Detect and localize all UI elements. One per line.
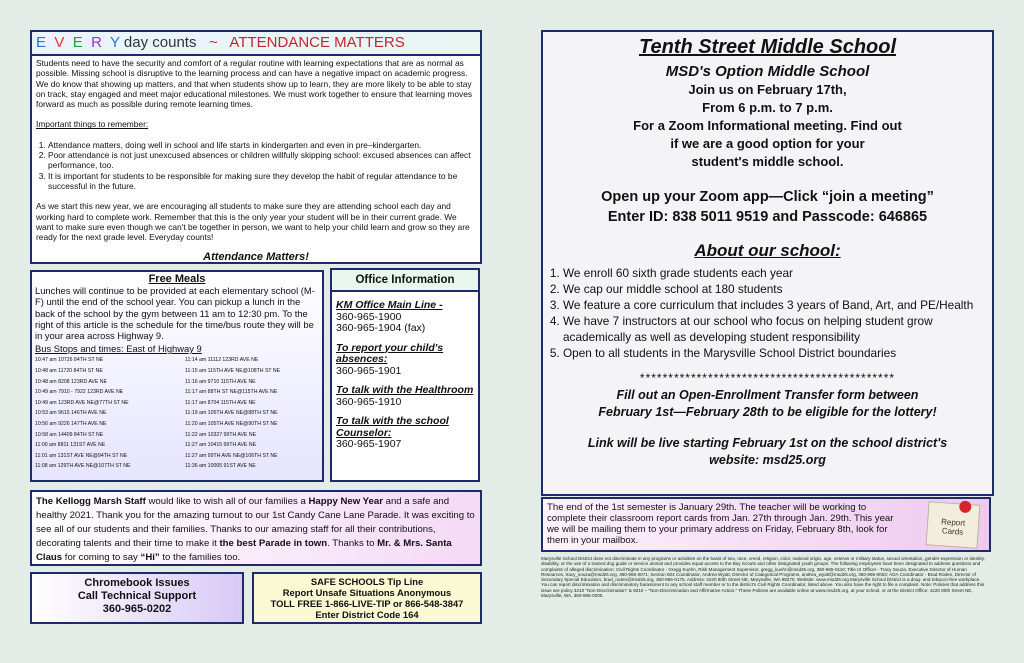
bus-stop: 11:16 am 9710 115TH AVE NE [185,378,256,385]
school-subtitle: MSD's Option Middle School [665,63,870,80]
semester-notice [541,497,991,552]
bus-stop: 11:36 am 10005 91ST AVE NE [185,463,256,470]
happy-new-year: Happy New Year [308,496,383,507]
attendance-closing: As we start this new year, we are encouraging all students to make sure they are attending school each day and working hard to complete work. Remember that this is the only year your student will be in their current grade. We want to make sure even though we can't be together in person, we want to help your child learn and grow so they are ready for the next grade level. Everyday counts! [36,201,470,243]
list-item: 3. It is important for students to be responsible for making sure they develop the habit of regular attendance to be successful in the future. [48,171,476,192]
office-main-heading: KM Office Main Line - [336,299,443,311]
message-text: . Thanks to [327,538,378,549]
attendance-intro: Students need to have the security and comfort of a regular routine with learning expectations that are as normal as possible. Missing school is disruptive to the learning process and can have a negative impact on academic progress. We do know that showing up matters, and that when students show up to learn, they are more likely to be able to stay on track, stay engaged and meet major educational milestones. We must work together to ensure that learning moves forward as much as possible during remote learning times. [36,58,473,110]
safe-schools-box [252,572,482,624]
bus-stop: 11:27 am 99TH AVE NE@106TH ST NE [185,452,278,459]
bus-stops-table [35,355,319,472]
list-item: 2. Poor attendance is not just unexcused absences or children willfully skipping school: excused absences can affect performance, too. [48,150,476,171]
absence-phone: 360-965-1901 [336,364,402,377]
bus-stop: 11:17 am 8704 115TH AVE NE [185,399,256,406]
title-letter: Y [110,34,120,51]
bus-stop: 11:00 am 8811 131ST AVE NE [35,442,106,449]
free-meals-title: Free Meals [148,273,206,285]
title-tilde: ~ [208,34,218,51]
tenth-street-flyer [541,30,994,496]
attendance-title [32,32,480,56]
bus-stops-heading: Bus Stops and times: East of Highway 9 [35,343,202,355]
list-item: 5. Open to all students in the Marysville School District boundaries [563,345,992,361]
school-title: Tenth Street Middle School [638,36,897,58]
remember-list [36,140,476,191]
chromebook-line: Call Technical Support [77,590,197,602]
join-line: Join us on February 17th, [688,82,847,97]
join-line: student's middle school. [691,154,844,169]
title-attendance-matters: ATTENDANCE MATTERS [229,34,405,51]
safe-schools-line: Report Unsafe Situations Anonymous [282,587,452,598]
bus-stop: 11:15 am 115TH AVE NE@108TH ST NE [185,368,281,375]
bus-stop: 10:49 am 7910 - 7922 123RD AVE NE [35,389,124,396]
bus-stop: 11:22 am 10327 99TH AVE NE [185,431,257,438]
kellogg-staff-message [30,490,482,566]
list-item: 4. We have 7 instructors at our school who focus on helping student grow academically as well as developing student responsibility [563,313,992,345]
office-fax: 360-965-1904 (fax) [336,322,426,334]
office-info-box [330,268,480,482]
santa-claus: Mr. & Mrs. Santa Claus [36,538,452,563]
title-letter: V [54,34,65,51]
legal-paragraph: Marysville School District does not discriminate in any programs or activities on the basis of sex, race, creed, religion, color, national origin, age, veteran or military status, sexual orientation, gender expression or identity, disability, or the use of a trained dog guide or service animal and provides equal access to the Boy Scouts and other designated youth groups. The following employees have been designated to address questions and complaints of alleged discrimination: Civil Rights Coordinator - Gregg Kuehn, Risk Management Supervisor, gregg_kuehn@msd25.org, 360-965-0110; Title IX Officer - Tracy Souza, Executive Director of Human Resources, tracy_souza@msd25.org, 360-965-0071; Section 504 Coordinator, Andrea Wyatt, Director of Categorical Programs, andrea_wyatt@msd25.org, 360-965-0053; ADA Coordinator - Brad Roden, Director of Secondary Special Education, brad_roden@msd25.org, 360-965-0175. Address: 4220 80th Street NE, Marysville, WA 98270. Website: www.msd25.org Marysville School District is a drug- and tobacco-free workplace. [541,556,985,583]
bus-stop: 11:20 am 105TH AVE NE@90TH ST NE [185,420,278,427]
remember-heading: Important things to remember: [36,119,149,130]
bus-stop: 11:19 am 105TH AVE NE@88TH ST NE [185,410,278,417]
report-cards-icon [926,501,981,549]
enrollment-line: February 1st—February 28th to be eligible for the lottery! [598,405,937,419]
nondiscrimination-statement [541,556,991,636]
safe-schools-line: SAFE SCHOOLS Tip Line [310,576,424,587]
list-item: 1. Attendance matters, doing well in school and life starts in kindergarten and even in pre–kindergarten. [48,140,476,150]
free-meals-text: Lunches will continue to be provided at each elementary school (M-F) until the end of the school year. You can pickup a lunch in the back of the school by the gym between 11 am to 12:30 pm. To the right of this article is the schedule for the time/bus route they will be in your area across Highway 9. [35,285,315,342]
bus-stop: 10:56 am 9226 147TH AVE NE [35,420,107,427]
safe-schools-line: Enter District Code 164 [315,609,419,620]
title-letter: R [91,34,102,51]
title-day-counts: day counts [123,34,197,51]
bus-stop: 11:27 am 10415 99TH AVE NE [185,442,257,449]
bus-stop: 11:14 am 11112 123RD AVE NE [185,357,259,364]
chromebook-line: Chromebook Issues [84,577,190,589]
bus-stop: 11:17 am 88TH ST NE@115TH AVE NE [185,389,278,396]
message-text: to the families too. [159,552,241,563]
office-main-phone: 360-965-1900 [336,310,402,323]
list-item: 1. We enroll 60 sixth grade students each year [563,265,992,281]
zoom-instructions: Open up your Zoom app—Click “join a meeting” [601,189,934,205]
free-meals-box [30,270,324,482]
hi-quote: “Hi” [140,552,160,563]
bus-stop: 11:08 am 129TH AVE NE@107TH ST NE [35,463,131,470]
message-text: for coming to say [62,552,141,563]
about-heading: About our school: [694,241,841,260]
bus-stop: 10:48 am 8208 123RD AVE NE [35,378,107,385]
bus-stop: 10:58 am 14409 84TH ST NE [35,431,104,438]
join-line: For a Zoom Informational meeting. Find out [633,118,902,133]
join-line: From 6 p.m. to 7 p.m. [702,100,833,115]
message-text: would like to wish all of our families a [145,496,309,507]
list-item: 3. We feature a core curriculum that includes 3 years of Band, Art, and PE/Health [563,297,992,313]
safe-schools-line: TOLL FREE 1-866-LIVE-TIP or 866-548-3847 [270,598,464,609]
zoom-credentials: Enter ID: 838 5011 9519 and Passcode: 646865 [607,209,928,225]
pushpin-icon [959,500,972,513]
join-line: if we are a good option for your [670,136,865,151]
chromebook-phone: 360-965-0202 [102,603,172,615]
office-info-title: Office Information [332,270,478,292]
list-item: 2. We cap our middle school at 180 students [563,281,992,297]
staff-name: The Kellogg Marsh Staff [36,496,146,507]
note-text: Report [940,517,966,528]
chromebook-support-box [30,572,244,624]
legal-paragraph: You can report discrimination and discriminatory harassment to any school staff member or to the district's Civil Rights Coordinator, listed above. You also have the right to file a complaint. Note: Policies that address this issue are policy 3210 "Non-Discrimination" & 5010 – "Non-Discrimination and Affirmative Action." These Policies are available online at www.msd25.org, at your school, or at the District Office: 4220 80th Street NE, Marysville, WA, 360-965-0000. [541,582,985,599]
message-text: and a safe and healthy 2021. Thank you for the amazing turnout to our 1st Candy Cane Lane Parade. It was exciting to see all of our students and their families. Thanks to our amazing staff for all their contributions, decorating talents and their time to make it [36,496,475,549]
title-letter: E [72,34,83,51]
healthroom-heading: To talk with the Healthroom [336,384,474,396]
title-letter: E [36,34,47,51]
attendance-signature: Attendance Matters! [203,251,309,264]
bus-stop: 10:48 am 11720 84TH ST NE [35,368,103,375]
semester-text: The end of the 1st semester is January 29th. The teacher will be working to complete their classroom report cards from Jan. 27th through Jan. 29th. This year we will be mailing them to your primary address on Friday, February 8th, look for them in your mailbox. [547,502,894,546]
bus-stop: 10:53 am 9615 146TH AVE NE [35,410,107,417]
bus-stop: 10:47 am 10726 84TH ST NE [35,357,104,364]
about-list [543,265,992,361]
link-line: Link will be live starting February 1st on the school district's [587,436,948,450]
link-line: website: msd25.org [709,453,826,467]
attendance-box [30,30,482,264]
counselor-heading: To talk with the school Counselor: [336,415,449,439]
healthroom-phone: 360-965-1910 [336,395,402,408]
absence-heading: To report your child's absences: [336,341,444,365]
best-parade: the best Parade in town [219,538,328,549]
bus-stop: 10:49 am 123RD AVE NE@77TH ST NE [35,399,129,406]
bus-stop: 11:01 am 131ST AVE NE@94TH ST NE [35,452,128,459]
star-divider: ********************************************* [639,371,896,385]
enrollment-line: Fill out an Open-Enrollment Transfer form between [616,388,919,402]
note-text: Cards [941,526,964,537]
counselor-phone: 360-965-1907 [336,438,402,450]
